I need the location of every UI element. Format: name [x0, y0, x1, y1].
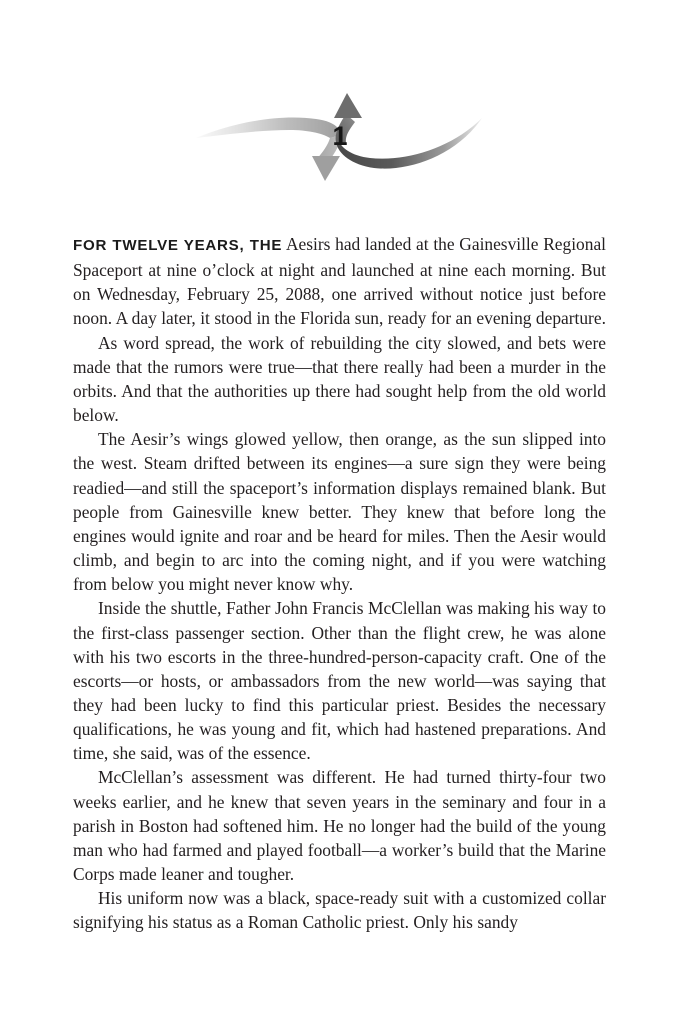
paragraph-4: Inside the shuttle, Father John Francis McClellan was making his way to the first-class passenger section. Other than the flight crew, he was alone with his two escorts in the three-hundred-person-capacity craft. One of the escorts—or hosts, or ambassadors from the new world—was saying that they had been lucky to find this particular priest. Besides the necessary qualifications, he was young and fit, which had hastened preparations. And time, she said, was of the essence. — [73, 598, 606, 764]
paragraph-1-text: Aesirs had landed at the Gainesville Regional Spaceport at nine o’clock at night and launched at nine each morning. But on Wednesday, February 25, 2088, one arrived without notice just before noon. A day later, it stood in the Florida sun, ready for an evening departure. — [73, 234, 606, 329]
swoosh-right-tail — [336, 118, 482, 169]
chapter-body-text — [73, 232, 606, 935]
paragraph-3: The Aesir’s wings glowed yellow, then orange, as the sun slipped into the west. Steam drifted between its engines—a sure sign they were being readied—and still the spaceport’s information displays remained blank. But people from Gainesville knew better. They knew that before long the engines would ignite and roar and be heard for miles. Then the Aesir would climb, and begin to arc into the coming night, and if you were watching from below you might never know why. — [73, 429, 606, 595]
chapter-ornament — [0, 86, 678, 186]
swoosh-right-arrowhead — [334, 93, 362, 118]
paragraph-2: As word spread, the work of rebuilding the city slowed, and bets were made that the rumors were true—that there really had been a murder in the orbits. And that the authorities up there had sought help from the old world below. — [73, 332, 606, 426]
swoosh-left-arrowhead — [312, 156, 340, 181]
swoosh-right-curve — [336, 114, 355, 143]
swoosh-left-tail — [196, 118, 341, 138]
paragraph-6: His uniform now was a black, space-ready suit with a customized collar signifying his status as a Roman Catholic priest. Only his sandy — [73, 888, 606, 933]
paragraph-1 — [73, 232, 606, 331]
paragraph-5: McClellan’s assessment was different. He had turned thirty-four two weeks earlier, and he knew that seven years in the seminary and four in a parish in Boston had softened him. He no longer had the build of the young man who had farmed and played football—a worker’s build that the Marine Corps made leaner and tougher. — [73, 767, 606, 885]
chapter-number: 1 — [332, 120, 348, 151]
double-swoosh-ornament-graphic — [194, 88, 484, 184]
chapter-lead-in: FOR TWELVE YEARS, THE — [73, 237, 283, 254]
